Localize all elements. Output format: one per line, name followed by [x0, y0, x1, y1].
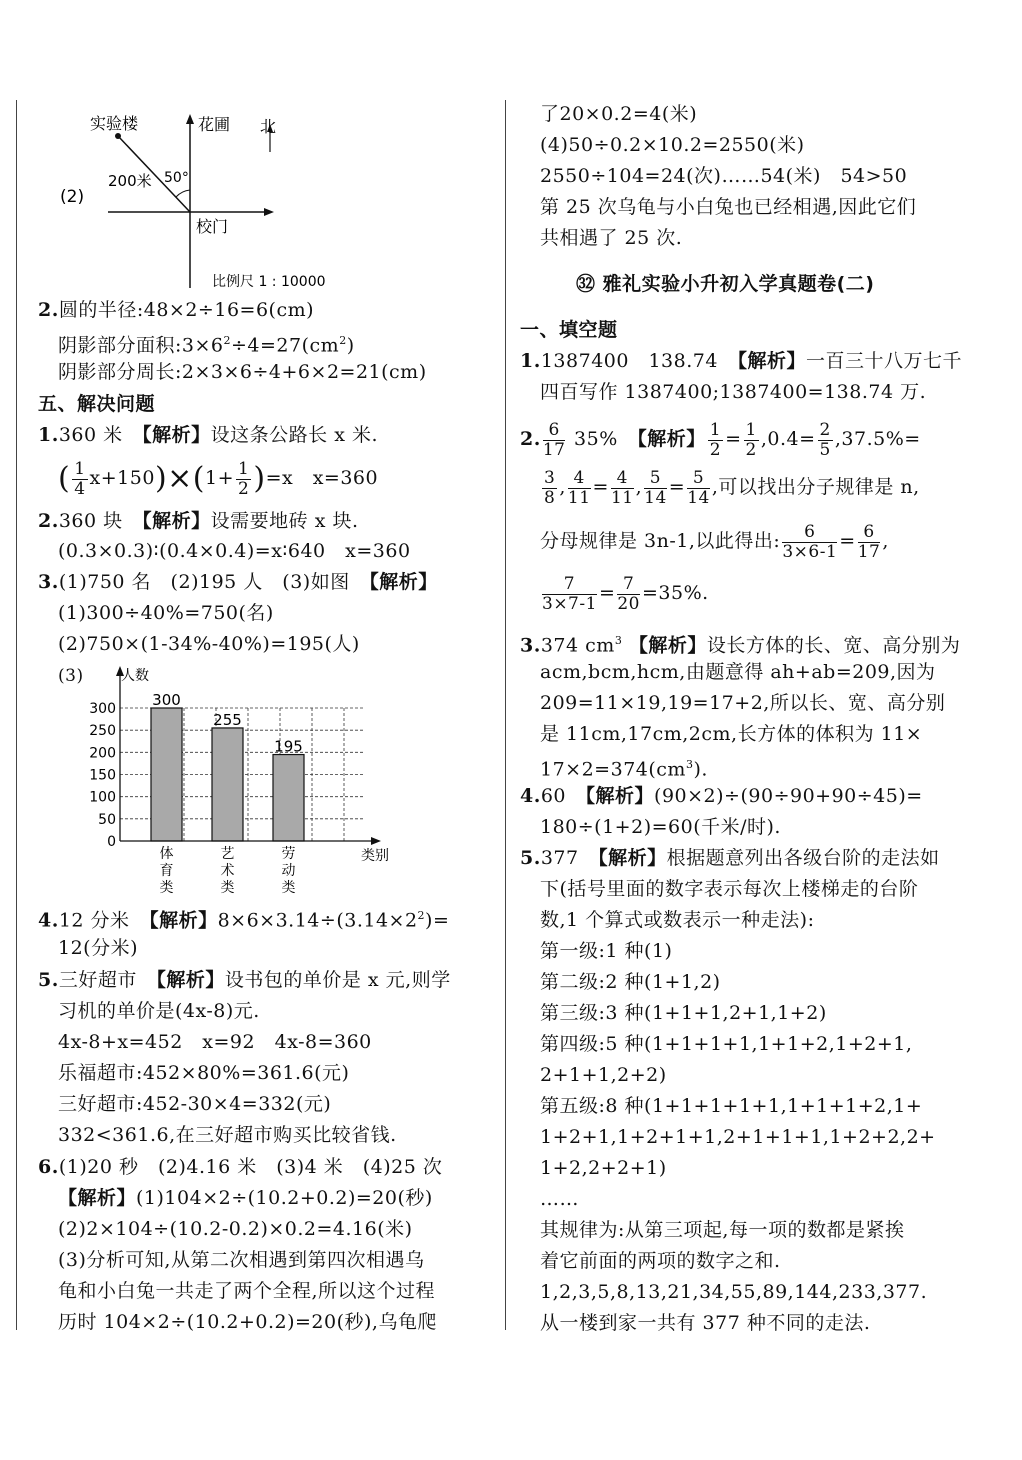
q2-line1: 2.圆的半径:48×2÷16=6(cm) — [38, 299, 315, 321]
p3-line1: 3.(1)750 名 (2)195 人 (3)如图 【解析】 — [38, 571, 438, 593]
school-gate-label: 校门 — [196, 217, 229, 236]
chart-category-label: 动 — [281, 863, 296, 879]
p5-line6: 332<361.6,在三好超市购买比较省钱. — [58, 1124, 397, 1146]
a1-line2: 四百写作 1387400;1387400=138.74 万. — [540, 381, 927, 403]
section-a-title: 一、填空题 — [520, 319, 618, 341]
p3-line2: (1)300÷40%=750(名) — [58, 602, 274, 624]
chart-value-label: 255 — [213, 710, 242, 729]
a5-line15: 1,2,3,5,8,13,21,34,55,89,144,233,377. — [540, 1281, 928, 1303]
p6-line3: (2)2×104÷(10.2-0.2)×0.2=4.16(米) — [58, 1218, 413, 1240]
a5-line14: 着它前面的两项的数字之和. — [540, 1250, 781, 1272]
chart-bar — [151, 708, 182, 841]
angle-label: 50° — [164, 170, 189, 186]
distance-label: 200米 — [108, 172, 152, 190]
a3-line1: 3.374 $cm^3$ 【解析】设长方体的长、宽、高分别为 — [520, 634, 961, 657]
chart-bar — [273, 755, 304, 841]
a5-line16: 从一楼到家一共有 377 种不同的走法. — [540, 1312, 871, 1334]
a3-line3: 209=11×19,19=17+2,所以长、宽、高分别 — [540, 692, 946, 714]
p3-line4: (3) — [58, 666, 84, 686]
chart-ytick-label: 200 — [89, 745, 116, 762]
r-cont-line4: 第 25 次乌龟与小白兔也已经相遇,因此它们 — [540, 196, 917, 218]
p2-line1: 2.360 块 【解析】设需要地砖 x 块. — [38, 510, 359, 532]
a5-line8: 2+1+1,2+2) — [540, 1064, 667, 1086]
north-label: 北 — [260, 117, 277, 136]
a5-line6: 第三级:3 种(1+1+1,2+1,1+2) — [540, 1002, 827, 1024]
p3-line3: (2)750×(1-34%-40%)=195(人) — [58, 633, 360, 655]
p1-line1: 1.360 米 【解析】设这条公路长 x 米. — [38, 424, 379, 446]
chart-ylabel: 人数 — [121, 668, 149, 684]
a3-line2: acm,bcm,hcm,由题意得 ah+ab=209,因为 — [540, 661, 936, 683]
p6-line6: 历时 104×2÷(10.2+0.2)=20(秒),乌龟爬 — [58, 1311, 437, 1333]
a2-line1: 2. $\frac{6}{17}$ 35% 【解析】 $\frac{1}{2}$ = $\frac{1}{2}$ ,0.4= $\frac{2}{5}$ ,37.5%= — [520, 419, 921, 460]
p2-line2: (0.3×0.3)∶(0.4×0.4)=x∶640 x=360 — [58, 540, 411, 562]
a5-line1: 5.377 【解析】根据题意列出各级台阶的走法如 — [520, 847, 940, 869]
r-cont-line1: 了20×0.2=4(米) — [540, 103, 698, 125]
chart-ytick-label: 150 — [89, 767, 116, 784]
a2-line3: 分母规律是 3n-1,以此得出: $\frac{6}{3\times 6-1}$ = $\frac{6}{17}$ , — [540, 521, 889, 562]
p5-line3: 4x-8+x=452 x=92 4x-8=360 — [58, 1031, 372, 1053]
chart-value-label: 300 — [152, 691, 181, 709]
chart-ytick-label: 50 — [98, 811, 116, 828]
p5-line4: 乐福超市:452×80%=361.6(元) — [58, 1062, 350, 1084]
chart-category-label: 类 — [220, 880, 235, 896]
scale-label: 比例尺 1 : 10000 — [212, 274, 326, 290]
a5-line12: …… — [540, 1188, 579, 1210]
left-margin-line — [16, 100, 17, 1330]
chart-xlabel: 类别 — [361, 848, 389, 864]
chart-ytick-label: 100 — [89, 789, 116, 806]
p6-line2: 【解析】(1)104×2÷(10.2+0.2)=20(秒) — [58, 1187, 433, 1209]
p5-line5: 三好超市:452-30×4=332(元) — [58, 1093, 332, 1115]
a5-line4: 第一级:1 种(1) — [540, 940, 673, 962]
a3-line5: $17\times 2=374(cm^3)$. — [540, 758, 708, 781]
map-label: (2) — [60, 187, 85, 207]
r-cont-line2: (4)50÷0.2×10.2=2550(米) — [540, 134, 805, 156]
chart-category-label: 体 — [159, 846, 174, 862]
paper-title: ㉜ 雅礼实验小升初入学真题卷(二) — [576, 273, 875, 295]
a5-line10: 1+2+1,1+2+1+1,2+1+1+1,1+2+2,2+ — [540, 1126, 936, 1148]
p4-line1: 4.12 分米 【解析】$8\times 6\times 3.14\div(3.14\times 2^2)=$ — [38, 909, 450, 932]
chart-category-label: 类 — [281, 880, 296, 896]
a5-line3: 数,1 个算式或数表示一种走法): — [540, 909, 815, 931]
chart-category-label: 术 — [220, 863, 235, 879]
section-5-title: 五、解决问题 — [38, 393, 156, 415]
q2-line2: 阴影部分面积$:3\times 6^2\div 4=27(cm^2)$ — [58, 334, 355, 357]
p1-equation: ( $\frac{1}{4}$ x+150)×(1+ $\frac{1}{2}$ )=x x=360 — [58, 458, 379, 499]
chart-ytick-label: 0 — [107, 834, 116, 850]
r-cont-line3: 2550÷104=24(次)……54(米) 54>50 — [540, 165, 908, 187]
p5-line1: 5.三好超市 【解析】设书包的单价是 x 元,则学 — [38, 969, 451, 991]
a5-line13: 其规律为:从第三项起,每一项的数都是紧挨 — [540, 1219, 905, 1241]
r-cont-line5: 共相遇了 25 次. — [540, 227, 683, 249]
direction-map — [50, 106, 350, 294]
chart-category-label: 育 — [159, 863, 174, 879]
a4-line1: 4.60 【解析】(90×2)÷(90÷90+90÷45)= — [520, 785, 923, 807]
a4-line2: 180÷(1+2)=60(千米/时). — [540, 816, 781, 838]
a5-line5: 第二级:2 种(1+1,2) — [540, 971, 721, 993]
chart-bar — [212, 728, 243, 841]
q2-line3: 阴影部分周长:2×3×6÷4+6×2=21(cm) — [58, 361, 427, 383]
a3-line4: 是 11cm,17cm,2cm,长方体的体积为 11× — [540, 723, 923, 745]
a5-line9: 第五级:8 种(1+1+1+1+1,1+1+1+2,1+ — [540, 1095, 923, 1117]
chart-category-label: 类 — [159, 880, 174, 896]
flower-bed-label: 花圃 — [198, 115, 231, 134]
chart-ytick-label: 300 — [89, 701, 116, 717]
a2-line2: $\frac{3}{8}$ , $\frac{4}{11}$ = $\frac{4}{11}$ , $\frac{5}{14}$ = $\frac{5}{14}$ ,可以找出分子规律是 n, — [544, 467, 920, 508]
column-divider — [505, 100, 506, 1330]
a5-line7: 第四级:5 种(1+1+1+1,1+1+2,1+2+1, — [540, 1033, 913, 1055]
bar-chart — [75, 660, 415, 900]
a5-line2: 下(括号里面的数字表示每次上楼梯走的台阶 — [540, 878, 919, 900]
p5-line2: 习机的单价是(4x-8)元. — [58, 1000, 260, 1022]
p6-line5: 龟和小白兔一共走了两个全程,所以这个过程 — [58, 1280, 436, 1302]
chart-category-label: 劳 — [281, 846, 296, 862]
p6-line1: 6.(1)20 秒 (2)4.16 米 (3)4 米 (4)25 次 — [38, 1156, 443, 1178]
chart-value-label: 195 — [274, 737, 303, 756]
lab-building-label: 实验楼 — [90, 114, 139, 133]
chart-ytick-label: 250 — [89, 723, 116, 740]
chart-category-label: 艺 — [220, 846, 235, 862]
p6-line4: (3)分析可知,从第二次相遇到第四次相遇乌 — [58, 1249, 425, 1271]
p4-line2: 12(分米) — [58, 937, 139, 959]
a5-line11: 1+2,2+2+1) — [540, 1157, 667, 1179]
a1-line1: 1.1387400 138.74 【解析】一百三十八万七千 — [520, 350, 962, 372]
a2-line4: $\frac{7}{3\times 7-1}$ = $\frac{7}{20}$ =35%. — [542, 573, 709, 614]
